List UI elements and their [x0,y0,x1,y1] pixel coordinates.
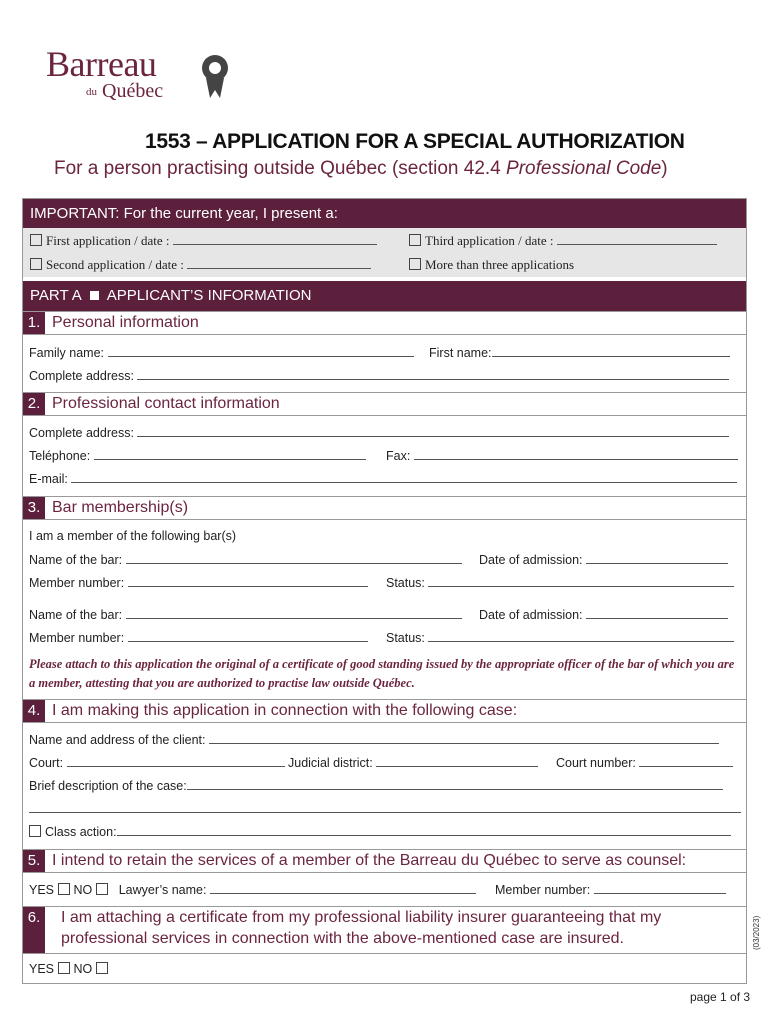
professional-address-field[interactable] [137,425,729,437]
first-application-date-field[interactable] [173,233,377,245]
admission-date-row: Date of admission: [479,552,728,567]
counsel-row: YES NO Lawyer’s name: [29,882,476,897]
section-number: 6. [23,907,45,953]
third-application-checkbox[interactable] [409,234,421,246]
section-1-header [23,311,746,335]
admission-date-row-2: Date of admission: [479,607,728,622]
brief-continuation-row [29,801,741,816]
more-applications-row: More than three applications [409,257,574,273]
family-name-field[interactable] [108,345,414,357]
certificate-note: Please attach to this application the original of a certificate of good standing issued by the appropriate officer of the bar of which you are a member, attesting that you are authorized to practise law outside Québec. [29,657,735,690]
brief-field[interactable] [187,778,723,790]
insurance-no-checkbox[interactable] [96,962,108,974]
more-applications-checkbox[interactable] [409,258,421,270]
section-2-header [23,392,746,416]
court-number-field[interactable] [639,755,733,767]
bar-name-row-2: Name of the bar: [29,607,462,622]
admission-date-field[interactable] [586,552,728,564]
section-number: 4. [23,700,45,722]
status-row: Status: [386,575,734,590]
second-application-row: Second application / date : [30,257,371,273]
section-6-header [23,906,746,954]
personal-address-field[interactable] [137,368,729,380]
email-row: E-mail: [29,471,737,486]
professional-address-row: Complete address: [29,425,729,440]
section-5-header [23,849,746,873]
section-number: 3. [23,497,45,519]
brief-row: Brief description of the case: [29,778,723,793]
fax-field[interactable] [414,448,738,460]
section-title: Bar membership(s) [52,499,189,516]
section-title: Personal information [52,314,199,331]
first-name-row: First name: [429,345,730,360]
section-title-line-2: professional services in connection with the above-mentioned case are insured. [61,930,624,947]
fax-row: Fax: [386,448,738,463]
application-form [22,198,747,984]
logo-du-text: du [86,86,97,98]
page-subtitle: For a person practising outside Québec (section 42.4 Professional Code) [54,158,668,179]
section-3-header [23,496,746,520]
third-application-date-field[interactable] [557,233,717,245]
court-row: Court: [29,755,285,770]
section-number: 5. [23,850,45,872]
personal-address-row: Complete address: [29,368,729,383]
member-number-row-2: Member number: [29,630,368,645]
counsel-no-checkbox[interactable] [96,883,108,895]
section-title: I am making this application in connection with the following case: [52,702,518,719]
first-application-checkbox[interactable] [30,234,42,246]
first-application-row: First application / date : [30,233,377,249]
lawyer-name-field[interactable] [210,882,476,894]
square-icon [90,291,99,300]
second-application-date-field[interactable] [187,257,371,269]
district-field[interactable] [376,755,538,767]
third-application-row: Third application / date : [409,233,717,249]
bar-name-field-2[interactable] [126,607,462,619]
member-number-field[interactable] [128,575,368,587]
member-number-field-2[interactable] [128,630,368,642]
class-action-row: Class action: [29,824,731,839]
telephone-row: Teléphone: [29,448,366,463]
status-field[interactable] [428,575,734,587]
logo-mark-icon [198,54,232,104]
part-a-header: PART A APPLICANT’S INFORMATION [23,281,746,311]
status-row-2: Status: [386,630,734,645]
member-number-row: Member number: [29,575,368,590]
bar-intro: I am a member of the following bar(s) [29,529,237,543]
bar-name-field[interactable] [126,552,462,564]
page-title: 1553 – APPLICATION FOR A SPECIAL AUTHORIZATION [145,130,685,153]
family-name-row: Family name: [29,345,414,360]
client-field[interactable] [209,732,719,744]
counsel-yes-checkbox[interactable] [58,883,70,895]
section-title: Professional contact information [52,395,280,412]
form-version-code: (03/2023) [752,915,761,950]
barreau-logo [46,44,246,104]
page-number: page 1 of 3 [690,990,751,1004]
section-title-line-1: I am attaching a certificate from my professional liability insurer guaranteeing that my [61,909,662,926]
brief-field-2[interactable] [29,801,741,813]
counsel-member-row: Member number: [495,882,726,897]
email-field[interactable] [71,471,737,483]
logo-quebec-text: Québec [102,80,164,102]
class-action-checkbox[interactable] [29,825,41,837]
admission-date-field-2[interactable] [586,607,728,619]
court-field[interactable] [67,755,285,767]
district-row: Judicial district: [288,755,538,770]
second-application-checkbox[interactable] [30,258,42,270]
court-number-row: Court number: [556,755,733,770]
insurance-row: YES NO [29,962,112,976]
class-action-field[interactable] [117,824,731,836]
client-row: Name and address of the client: [29,732,719,747]
section-title: I intend to retain the services of a member of the Barreau du Québec to serve as counsel: [52,852,687,869]
bar-name-row: Name of the bar: [29,552,462,567]
status-field-2[interactable] [428,630,734,642]
logo-barreau-text: Barreau [46,44,157,84]
telephone-field[interactable] [94,448,366,460]
section-number: 1. [23,312,45,334]
insurance-yes-checkbox[interactable] [58,962,70,974]
counsel-member-number-field[interactable] [594,882,726,894]
first-name-field[interactable] [492,345,730,357]
section-4-header [23,699,746,723]
important-header: IMPORTANT: For the current year, I present a: [23,199,746,228]
section-number: 2. [23,393,45,415]
